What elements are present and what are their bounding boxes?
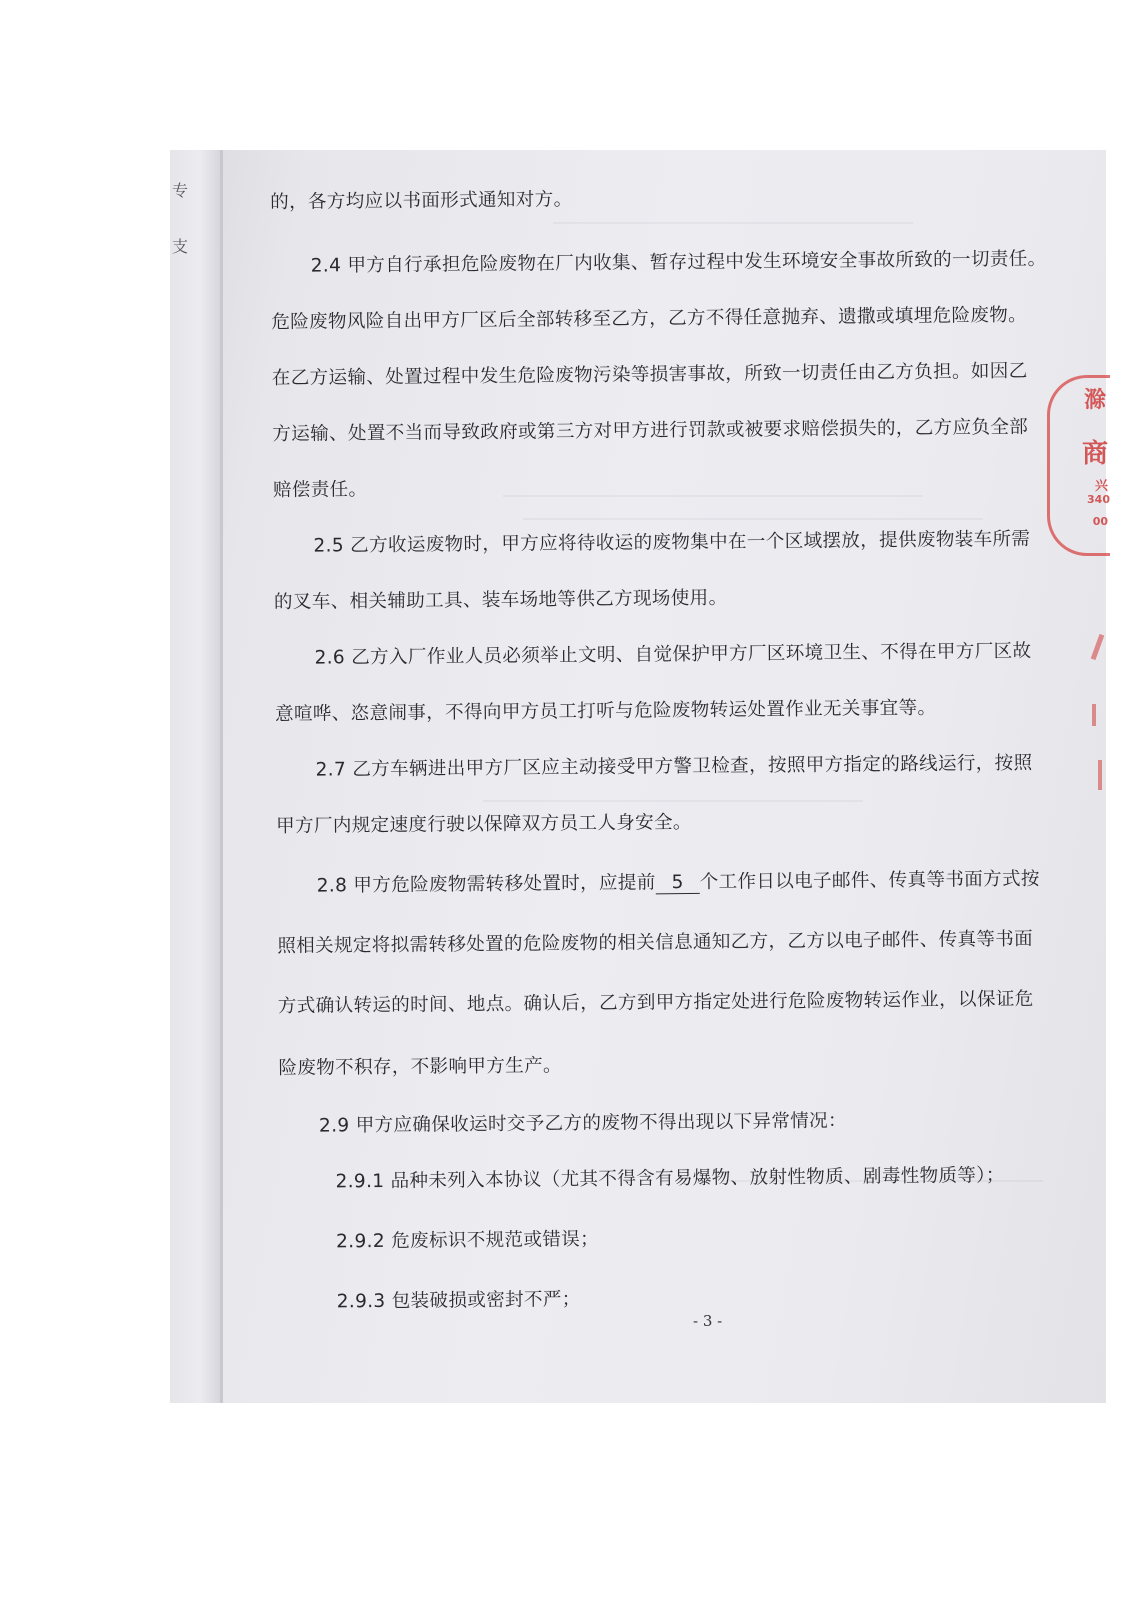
bleed-through — [523, 518, 983, 520]
document-page — [223, 150, 1110, 1403]
notice-days-value: 5 — [656, 873, 700, 895]
seal-glyph: 00 — [1092, 515, 1108, 528]
seal-fragment — [1098, 760, 1102, 790]
clause-2-9-2: 2.9.2 危废标识不规范或错误； — [336, 1228, 600, 1253]
text-line: 险废物不积存，不影响甲方生产。 — [278, 1055, 562, 1079]
clause-2-7: 2.7 乙方车辆进出甲方厂区应主动接受甲方警卫检查，按照甲方指定的路线运行，按照 — [315, 752, 1033, 781]
seal-glyph: 商 — [1081, 439, 1108, 469]
clause-2-9-3: 2.9.3 包装破损或密封不严； — [336, 1289, 581, 1313]
seal-fragment — [1092, 704, 1096, 726]
text-line: 方运输、处置不当而导致政府或第三方对甲方进行罚款或被要求赔偿损失的，乙方应负全部 — [272, 416, 1029, 445]
edge-glyph: 支 — [172, 237, 189, 256]
text-line: 方式确认转运的时间、地点。确认后，乙方到甲方指定处进行危险废物转运作业，以保证危 — [277, 988, 1034, 1017]
clause-2-6: 2.6 乙方入厂作业人员必须举止文明、自觉保护甲方厂区环境卫生、不得在甲方厂区故 — [314, 640, 1032, 669]
clause-2-8 — [317, 865, 1040, 898]
bleed-through — [503, 495, 923, 497]
contract-text — [270, 180, 1055, 1313]
document-photo — [170, 150, 1110, 1403]
bleed-through — [483, 800, 863, 802]
text-line: 在乙方运输、处置过程中发生危险废物污染等损害事故，所致一切责任由乙方负担。如因乙 — [271, 360, 1028, 389]
edge-glyph: 专 — [172, 181, 189, 200]
clause-2-4: 2.4 甲方自行承担危险废物在厂内收集、暂存过程中发生环境安全事故所致的一切责任。 — [310, 248, 1047, 277]
page-number: - 3 - — [693, 1312, 723, 1330]
clause-text: 2.8 甲方危险废物需转移处置时，应提前 — [316, 872, 656, 897]
adjacent-page-edge — [170, 150, 220, 1403]
text-line: 危险废物风险自出甲方厂区后全部转移至乙方，乙方不得任意抛弃、遗撒或填埋危险废物。 — [271, 304, 1028, 333]
seal-fragment — [1091, 634, 1105, 660]
seal-glyph: 兴 — [1094, 479, 1108, 494]
clause-text: 个工作日以电子邮件、传真等书面方式按 — [699, 868, 1040, 893]
clause-2-9-1: 2.9.1 品种未列入本协议（尤其不得含有易爆物、放射性物质、剧毒性物质等）； — [335, 1164, 1005, 1193]
text-line: 意喧哗、恣意闹事，不得向甲方员工打听与危险废物转运处置作业无关事宜等。 — [274, 697, 937, 725]
text-line: 的叉车、相关辅助工具、装车场地等供乙方现场使用。 — [273, 587, 728, 613]
text-line: 的，各方均应以书面形式通知对方。 — [270, 189, 573, 213]
bleed-through — [553, 222, 913, 224]
seal-glyph: 340 — [1087, 493, 1110, 506]
seal-glyph: 滁 — [1083, 388, 1106, 413]
text-line: 照相关规定将拟需转移处置的危险废物的相关信息通知乙方，乙方以电子邮件、传真等书面 — [277, 928, 1034, 957]
clause-2-5: 2.5 乙方收运废物时，甲方应将待收运的废物集中在一个区域摆放，提供废物装车所需 — [313, 528, 1031, 557]
clause-2-9: 2.9 甲方应确保收运时交予乙方的废物不得出现以下异常情况： — [318, 1110, 848, 1137]
company-seal — [1080, 375, 1110, 555]
text-line: 赔偿责任。 — [272, 479, 368, 501]
text-line: 甲方厂内规定速度行驶以保障双方员工人身安全。 — [276, 811, 692, 837]
